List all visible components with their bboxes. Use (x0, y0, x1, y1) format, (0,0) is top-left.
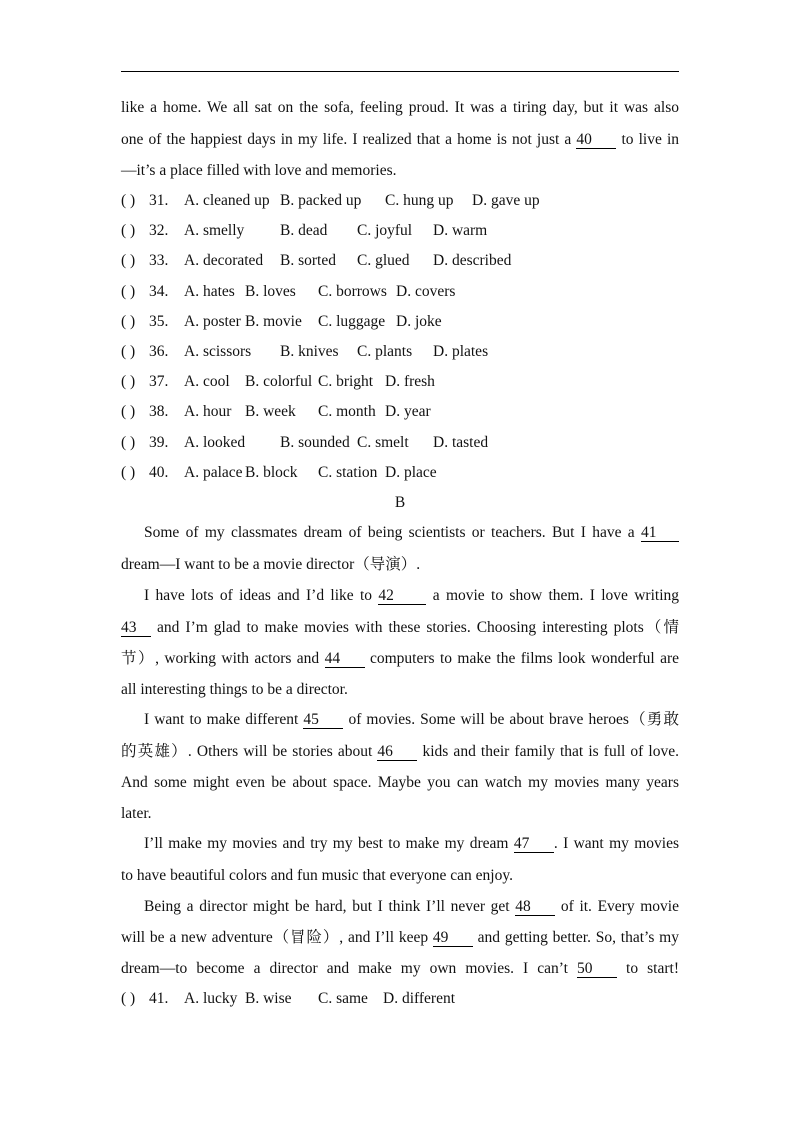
option-d[interactable]: D. plates (433, 343, 489, 360)
option-a[interactable]: A. cool (184, 373, 230, 391)
option-b[interactable]: B. knives (280, 343, 339, 360)
answer-paren[interactable]: ( ) (121, 192, 136, 209)
passage-line: later. (121, 805, 152, 822)
blank-47[interactable]: 47 (514, 835, 554, 853)
option-c[interactable]: C. plants (357, 343, 413, 360)
question-number[interactable]: 41. (149, 990, 169, 1007)
option-c[interactable]: C. same (318, 990, 368, 1007)
option-b[interactable]: B. sorted (280, 252, 336, 270)
question-number[interactable]: 31. (149, 192, 169, 209)
option-b[interactable]: B. loves (245, 282, 296, 300)
blank-50[interactable]: 50 (577, 960, 617, 978)
passage-line: all interesting things to be a director. (121, 681, 348, 698)
option-a[interactable]: A. smelly (184, 222, 245, 240)
question-number[interactable]: 36. (149, 343, 169, 360)
passage-line: 的英雄）. Others will be stories about 46 kids and their family that is full of love. (121, 743, 679, 760)
option-c[interactable]: C. hung up (385, 192, 454, 209)
option-d[interactable]: D. fresh (385, 373, 435, 391)
option-a[interactable]: A. hour (184, 403, 232, 421)
option-c[interactable]: C. station (318, 463, 378, 481)
option-d[interactable]: D. joke (396, 312, 442, 330)
passage-line: I want to make different 45 of movies. Some will be about brave heroes（勇敢 (144, 711, 679, 728)
question-number[interactable]: 40. (149, 463, 169, 481)
answer-paren[interactable]: ( ) (121, 312, 136, 330)
question-number[interactable]: 34. (149, 282, 169, 300)
option-d[interactable]: D. gave up (472, 192, 540, 209)
option-b[interactable]: B. colorful (245, 373, 313, 391)
option-a[interactable]: A. scissors (184, 343, 252, 360)
answer-paren[interactable]: ( ) (121, 373, 136, 391)
question-number[interactable]: 39. (149, 433, 169, 451)
option-c[interactable]: C. month (318, 403, 376, 421)
passage-line: And some might even be about space. Maybe you can watch my movies many years (121, 774, 679, 791)
passage-line: one of the happiest days in my life. I realized that a home is not just a 40 to live in (121, 131, 679, 148)
option-d[interactable]: D. tasted (433, 433, 489, 451)
question-number[interactable]: 33. (149, 252, 169, 270)
option-a[interactable]: A. decorated (184, 252, 264, 270)
passage-line: —it’s a place filled with love and memories. (121, 162, 397, 179)
option-d[interactable]: D. different (383, 990, 456, 1007)
passage-line: Being a director might be hard, but I think I’ll never get 48 of it. Every movie (144, 898, 679, 915)
option-b[interactable]: B. block (245, 463, 298, 481)
option-b[interactable]: B. movie (245, 312, 302, 330)
answer-paren[interactable]: ( ) (121, 252, 136, 270)
answer-paren[interactable]: ( ) (121, 343, 136, 360)
option-a[interactable]: A. poster (184, 312, 241, 330)
option-b[interactable]: B. wise (245, 990, 292, 1007)
answer-paren[interactable]: ( ) (121, 990, 136, 1007)
passage-line: dream—I want to be a movie director（导演）. (121, 556, 421, 573)
blank-41[interactable]: 41 (641, 524, 679, 542)
option-c[interactable]: C. luggage (318, 312, 386, 330)
option-c[interactable]: C. borrows (318, 282, 387, 300)
question-number[interactable]: 35. (149, 312, 169, 330)
passage-line: 43 and I’m glad to make movies with these stories. Choosing interesting plots（情 (121, 619, 679, 636)
blank-42[interactable]: 42 (378, 587, 426, 605)
header-rule (121, 71, 679, 72)
passage-line: will be a new adventure（冒险）, and I’ll keep 49 and getting better. So, that’s my (121, 929, 679, 946)
option-b[interactable]: B. packed up (280, 192, 362, 209)
option-a[interactable]: A. looked (184, 433, 246, 451)
option-c[interactable]: C. bright (318, 373, 374, 391)
answer-paren[interactable]: ( ) (121, 222, 136, 240)
question-number[interactable]: 37. (149, 373, 169, 391)
option-b[interactable]: B. week (245, 403, 296, 421)
option-a[interactable]: A. palace (184, 463, 243, 481)
blank-43[interactable]: 43 (121, 619, 151, 637)
blank-40[interactable]: 40 (576, 131, 616, 149)
blank-48[interactable]: 48 (515, 898, 555, 916)
blank-44[interactable]: 44 (325, 650, 365, 668)
option-d[interactable]: D. year (385, 403, 431, 421)
question-number[interactable]: 32. (149, 222, 169, 240)
question-number[interactable]: 38. (149, 403, 169, 421)
section-title: B (394, 494, 406, 511)
answer-paren[interactable]: ( ) (121, 403, 136, 421)
blank-49[interactable]: 49 (433, 929, 473, 947)
passage-line: 节）, working with actors and 44 computers to make the films look wonderful are (121, 650, 679, 667)
answer-paren[interactable]: ( ) (121, 463, 136, 481)
option-b[interactable]: B. dead (280, 222, 328, 240)
option-d[interactable]: D. place (385, 463, 437, 481)
option-d[interactable]: D. warm (433, 222, 488, 240)
answer-paren[interactable]: ( ) (121, 282, 136, 300)
option-a[interactable]: A. cleaned up (184, 192, 270, 209)
option-c[interactable]: C. joyful (357, 222, 413, 240)
passage-line: I’ll make my movies and try my best to make my dream 47 . I want my movies (144, 835, 679, 852)
option-d[interactable]: D. covers (396, 282, 456, 300)
option-b[interactable]: B. sounded (280, 433, 350, 451)
option-a[interactable]: A. hates (184, 282, 235, 300)
option-d[interactable]: D. described (433, 252, 512, 270)
answer-paren[interactable]: ( ) (121, 433, 136, 451)
blank-45[interactable]: 45 (303, 711, 343, 729)
passage-line: Some of my classmates dream of being scientists or teachers. But I have a 41 (144, 523, 679, 543)
option-c[interactable]: C. glued (357, 252, 410, 270)
passage-line: like a home. We all sat on the sofa, feeling proud. It was a tiring day, but it was also (121, 99, 679, 116)
passage-line: to have beautiful colors and fun music that everyone can enjoy. (121, 867, 513, 884)
passage-line: dream—to become a director and make my own movies. I can’t 50 to start! (121, 960, 679, 977)
passage-line: I have lots of ideas and I’d like to 42 a movie to show them. I love writing (144, 587, 679, 604)
option-c[interactable]: C. smelt (357, 433, 409, 451)
option-a[interactable]: A. lucky (184, 990, 238, 1007)
blank-46[interactable]: 46 (377, 743, 417, 761)
